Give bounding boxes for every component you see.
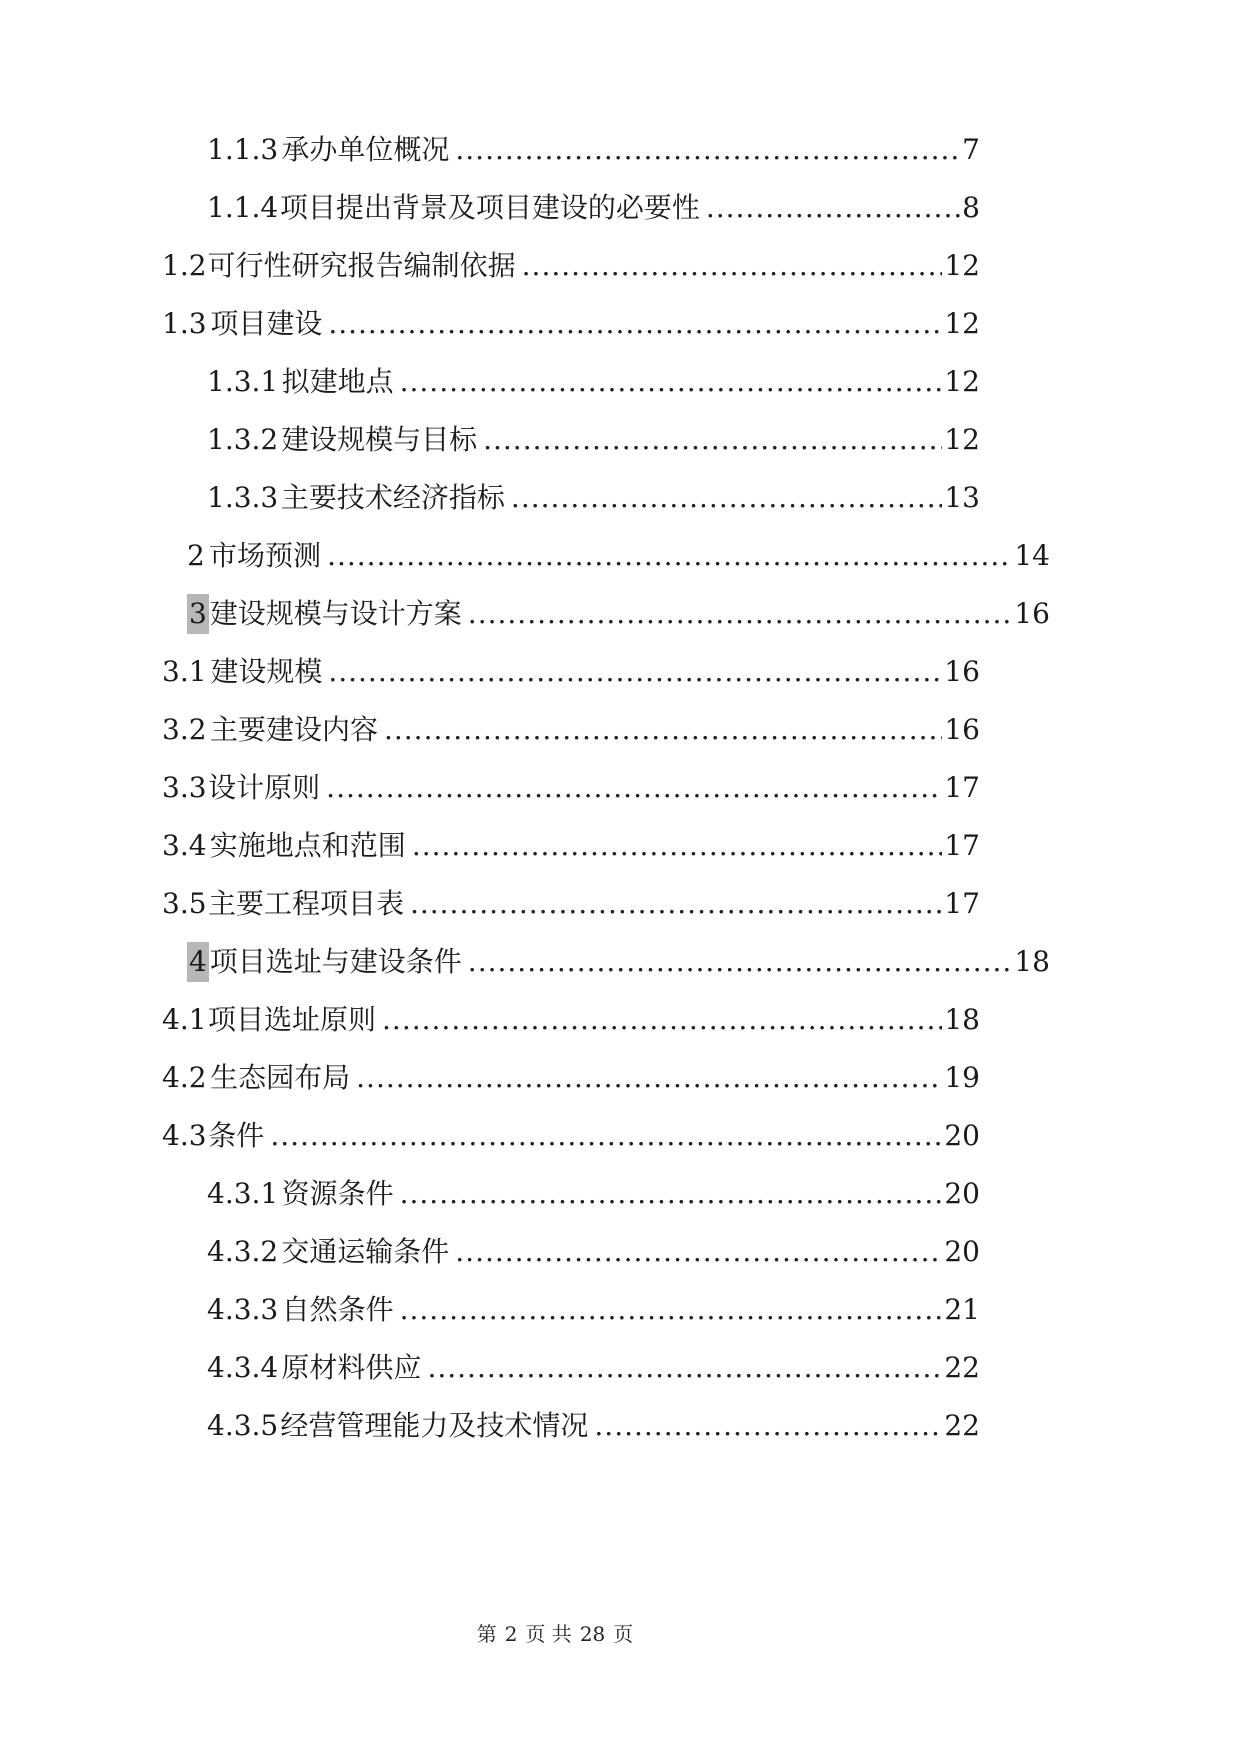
toc-leader-dots	[483, 420, 942, 460]
toc-entry-number: 1.3.3	[207, 481, 279, 514]
toc-leader-dots	[328, 304, 942, 344]
toc-entry-title: 项目选址原则	[208, 1003, 377, 1036]
toc-leader-dots	[594, 1406, 942, 1446]
toc-leader-dots	[356, 1058, 942, 1098]
toc-entry-title: 主要技术经济指标	[280, 481, 505, 514]
toc-entry-title: 资源条件	[281, 1177, 394, 1210]
toc-entry-number: 2	[187, 539, 205, 572]
toc-entry-number: 4.3.5	[207, 1409, 279, 1442]
toc-entry-title: 建设规模与目标	[281, 423, 478, 456]
toc-entry-title: 承办单位概况	[281, 133, 450, 166]
toc-entry[interactable]	[162, 768, 980, 808]
toc-entry-title: 自然条件	[281, 1293, 394, 1326]
toc-entry[interactable]	[162, 884, 980, 924]
toc-entry-page: 17	[944, 829, 980, 862]
toc-entry-title: 主要建设内容	[209, 713, 378, 746]
toc-entry-page: 16	[944, 713, 980, 746]
toc-entry[interactable]	[162, 1000, 980, 1040]
toc-leader-dots	[328, 652, 942, 692]
toc-entry-number: 3.5	[162, 887, 207, 920]
toc-entry[interactable]	[207, 478, 980, 518]
toc-entry[interactable]	[207, 1406, 980, 1446]
toc-entry-title: 经营管理能力及技术情况	[280, 1409, 589, 1442]
toc-entry[interactable]	[162, 1116, 980, 1156]
toc-entry-page: 8	[962, 191, 980, 224]
toc-entry-title: 主要工程项目表	[207, 887, 404, 920]
toc-entry[interactable]	[207, 1290, 980, 1330]
toc-leader-dots	[468, 942, 1013, 982]
toc-entry-page: 12	[944, 307, 980, 340]
toc-entry[interactable]	[207, 362, 980, 402]
toc-entry-page: 19	[944, 1061, 980, 1094]
toc-entry-number: 3.4	[162, 829, 207, 862]
toc-entry-number: 4.2	[162, 1061, 207, 1094]
toc-entry-title: 项目提出背景及项目建设的必要性	[279, 191, 700, 224]
toc-entry-number: 1.1.4	[207, 191, 279, 224]
toc-leader-dots	[455, 1232, 942, 1272]
toc-entry-number: 4.3	[162, 1119, 207, 1152]
toc-entry[interactable]	[207, 188, 980, 228]
page-footer	[0, 1618, 1110, 1647]
toc-entry-page: 16	[944, 655, 980, 688]
toc-entry[interactable]	[162, 826, 980, 866]
toc-entry[interactable]	[207, 130, 980, 170]
toc-entry[interactable]	[187, 942, 1050, 982]
toc-entry[interactable]	[162, 304, 980, 344]
toc-entry[interactable]	[207, 1232, 980, 1272]
toc-entry-title: 实施地点和范围	[209, 829, 406, 862]
toc-leader-dots	[400, 1174, 943, 1214]
toc-entry-number: 4.1	[162, 1003, 207, 1036]
toc-entry-number: 1.3.1	[207, 365, 279, 398]
toc-entry-number: 4	[187, 942, 209, 982]
toc-leader-dots	[412, 826, 943, 866]
toc-entry-title: 交通运输条件	[281, 1235, 450, 1268]
toc-entry-page: 21	[944, 1293, 980, 1326]
footer-middle: 页 共	[525, 1622, 572, 1646]
toc-leader-dots	[382, 1000, 942, 1040]
toc-entry-page: 13	[944, 481, 980, 514]
toc-entry-page: 14	[1014, 539, 1050, 572]
toc-entry[interactable]	[187, 536, 1050, 576]
toc-entry-number: 3	[187, 594, 209, 634]
toc-entry-number: 3.1	[162, 655, 207, 688]
toc-entry[interactable]	[207, 420, 980, 460]
toc-entry-number: 4.3.1	[207, 1177, 279, 1210]
toc-entry-title: 生态园布局	[210, 1061, 351, 1094]
toc-entry-page: 7	[962, 133, 980, 166]
toc-leader-dots	[400, 362, 943, 402]
toc-entry[interactable]	[162, 652, 980, 692]
toc-entry-title: 拟建地点	[281, 365, 394, 398]
toc-leader-dots	[706, 188, 960, 228]
toc-entry-page: 22	[944, 1351, 980, 1384]
toc-entry-title: 项目选址与建设条件	[209, 945, 462, 978]
toc-entry-page: 12	[944, 365, 980, 398]
toc-entry-page: 12	[944, 423, 980, 456]
toc-entry-title: 条件	[208, 1119, 265, 1152]
toc-entry-number: 4.3.2	[207, 1235, 279, 1268]
toc-entry-title: 原材料供应	[281, 1351, 422, 1384]
toc-leader-dots	[522, 246, 943, 286]
toc-entry-number: 3.2	[162, 713, 207, 746]
toc-leader-dots	[384, 710, 942, 750]
toc-entry-title: 建设规模与设计方案	[209, 597, 462, 630]
toc-leader-dots	[270, 1116, 942, 1156]
toc-entry-title: 市场预测	[209, 539, 322, 572]
footer-total-pages: 28	[579, 1622, 606, 1646]
toc-entry[interactable]	[207, 1174, 980, 1214]
toc-entry-number: 1.1.3	[207, 133, 279, 166]
toc-entry-page: 16	[1014, 597, 1050, 630]
toc-entry-number: 4.3.3	[207, 1293, 279, 1326]
toc-entry-title: 项目建设	[210, 307, 323, 340]
footer-current-page: 2	[504, 1622, 518, 1646]
toc-leader-dots	[326, 768, 942, 808]
toc-entry-page: 20	[944, 1177, 980, 1210]
toc-entry-title: 建设规模	[210, 655, 323, 688]
toc-entry-title: 设计原则	[208, 771, 321, 804]
toc-entry-number: 1.3.2	[207, 423, 279, 456]
toc-entry-title: 可行性研究报告编制依据	[207, 249, 516, 282]
footer-prefix: 第	[476, 1622, 497, 1646]
toc-leader-dots	[455, 130, 960, 170]
toc-entry-page: 20	[944, 1235, 980, 1268]
toc-entry-page: 18	[1014, 945, 1050, 978]
toc-entry[interactable]	[207, 1348, 980, 1388]
footer-suffix: 页	[613, 1622, 634, 1646]
toc-entry-number: 3.3	[162, 771, 207, 804]
toc-entry[interactable]	[162, 1058, 980, 1098]
toc-leader-dots	[511, 478, 942, 518]
toc-entry-number: 1.2	[162, 249, 207, 282]
toc-entry-number: 1.3	[162, 307, 207, 340]
toc-entry-page: 18	[944, 1003, 980, 1036]
toc-entry-page: 17	[944, 887, 980, 920]
toc-entry-page: 20	[944, 1119, 980, 1152]
toc-leader-dots	[427, 1348, 942, 1388]
toc-entry-number: 4.3.4	[207, 1351, 279, 1384]
toc-entry-page: 12	[944, 249, 980, 282]
toc-leader-dots	[468, 594, 1013, 634]
toc-leader-dots	[410, 884, 942, 924]
toc-entry-page: 17	[944, 771, 980, 804]
toc-entry[interactable]	[162, 246, 980, 286]
toc-entry[interactable]	[162, 710, 980, 750]
toc-leader-dots	[327, 536, 1012, 576]
toc-leader-dots	[400, 1290, 943, 1330]
toc-entry[interactable]	[187, 594, 1050, 634]
toc-entry-page: 22	[944, 1409, 980, 1442]
